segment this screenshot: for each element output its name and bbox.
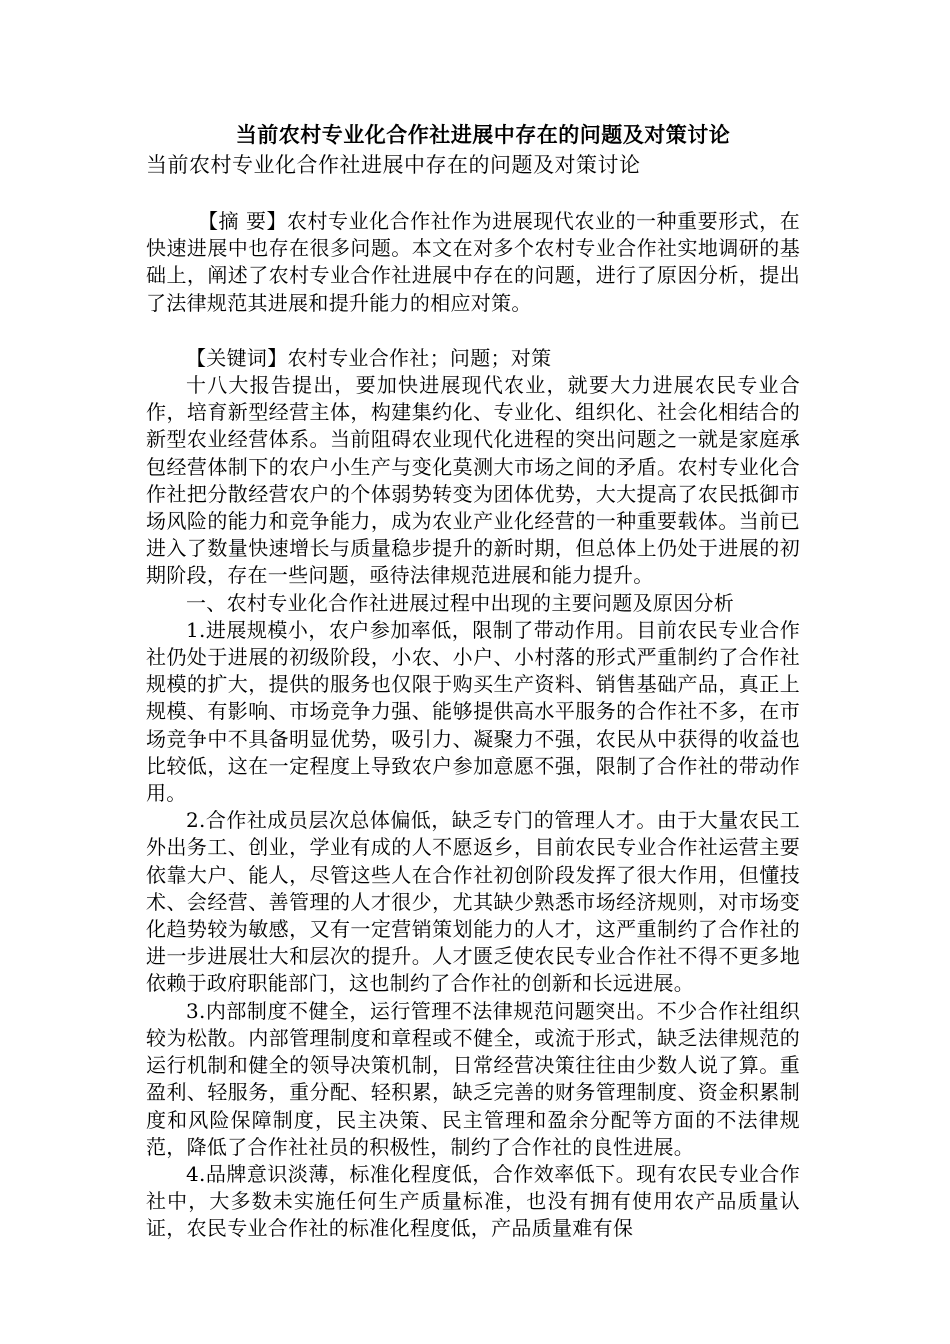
blank-line: [146, 317, 800, 345]
document-title: 当前农村专业化合作社进展中存在的问题及对策讨论: [235, 123, 731, 147]
abstract-paragraph: 【摘 要】农村专业化合作社作为进展现代农业的一种重要形式，在快速进展中也存在很多问题。本文在对多个农村专业合作社实地调研的基础上，阐述了农村专业合作社进展中存在的问题，进行了原因分析，提出了法律规范其进展和提升能力的相应对策。: [146, 209, 800, 315]
keywords-paragraph: 【关键词】农村专业合作社；问题；对策: [186, 345, 552, 370]
problem-point-2: 2.合作社成员层次总体偏低，缺乏专门的管理人才。由于大量农民工外出务工、创业，学业有成的人不愿返乡，目前农民专业合作社运营主要依靠大户、能人，尽管这些人在合作社初创阶段发挥了很大作用，但懂技术、会经营、善管理的人才很少，尤其缺少熟悉市场经济规则，对市场变化趋势较为敏感，又有一定营销策划能力的人才，这严重制约了合作社的进一步进展壮大和层次的提升。人才匮乏使农民专业合作社不得不更多地依赖于政府职能部门，这也制约了合作社的创新和长远进展。: [146, 808, 800, 996]
section-heading: 一、农村专业化合作社进展过程中出现的主要问题及原因分析: [186, 590, 735, 615]
intro-paragraph: 十八大报告提出，要加快进展现代农业，就要大力进展农民专业合作，培育新型经营主体，构建集约化、专业化、组织化、社会化相结合的新型农业经营体系。当前阻碍农业现代化进程的突出问题之一就是家庭承包经营体制下的农户小生产与变化莫测大市场之间的矛盾。农村专业化合作社把分散经营农户的个体弱势转变为团体优势，大大提高了农民抵御市场风险的能力和竞争能力，成为农业产业化经营的一种重要载体。当前已进入了数量快速增长与质量稳步提升的新时期，但总体上仍处于进展的初期阶段，存在一些问题，亟待法律规范进展和能力提升。: [146, 373, 800, 588]
document-subtitle: 当前农村专业化合作社进展中存在的问题及对策讨论: [146, 153, 641, 177]
problem-point-1: 1.进展规模小，农户参加率低，限制了带动作用。目前农民专业合作社仍处于进展的初级阶段，小农、小户、小村落的形式严重制约了合作社规模的扩大，提供的服务也仅限于购买生产资料、销售基础产品，真正上规模、有影响、市场竞争力强、能够提供高水平服务的合作社不多，在市场竞争中不具备明显优势，吸引力、凝聚力不强，农民从中获得的收益也比较低，这在一定程度上导致农户参加意愿不强，限制了合作社的带动作用。: [146, 617, 800, 806]
problem-point-3: 3.内部制度不健全，运行管理不法律规范问题突出。不少合作社组织较为松散。内部管理制度和章程或不健全，或流于形式，缺乏法律规范的运行机制和健全的领导决策机制，日常经营决策往往由少数人说了算。重盈利、轻服务，重分配、轻积累，缺乏完善的财务管理制度、资金积累制度和风险保障制度，民主决策、民主管理和盈余分配等方面的不法律规范，降低了合作社社员的积极性，制约了合作社的良性进展。: [146, 998, 800, 1159]
problem-point-4: 4.品牌意识淡薄，标准化程度低，合作效率低下。现有农民专业合作社中，大多数未实施任何生产质量标准，也没有拥有使用农产品质量认证，农民专业合作社的标准化程度低，产品质量难有保: [146, 1161, 800, 1241]
blank-line: [146, 180, 800, 208]
